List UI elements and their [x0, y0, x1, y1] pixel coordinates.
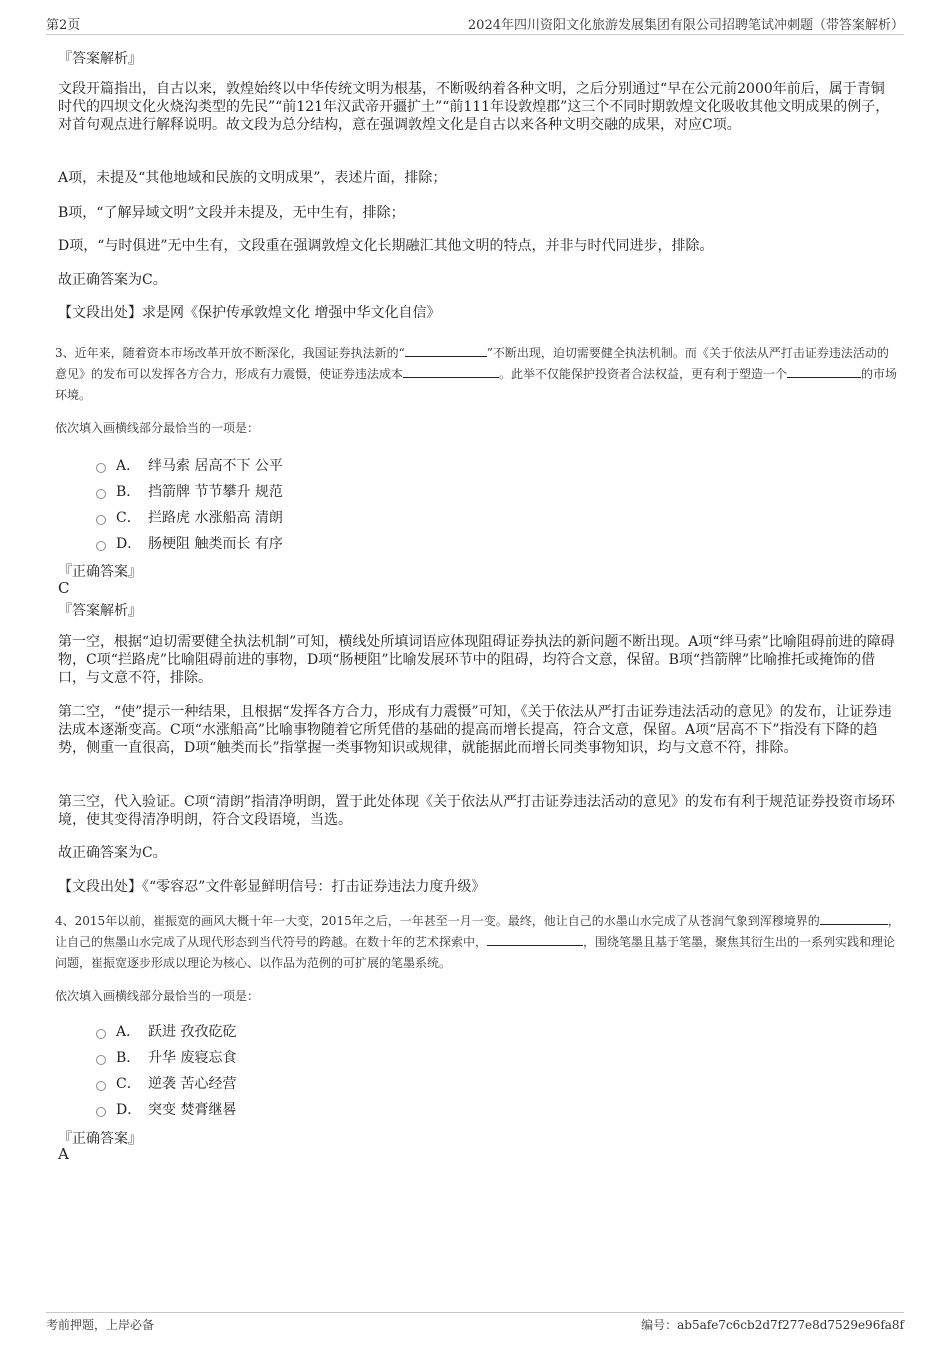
q4-instruction: 依次填入画横线部分最恰当的一项是： [55, 989, 260, 1003]
radio-icon[interactable] [96, 1081, 106, 1091]
q2-analysis-paragraph: 文段开篇指出，自古以来，敦煌始终以中华传统文明为根基，不断吸纳着各种文明，之后分别通过“早在公元前2000年前后，属于青铜时代的四坝文化火烧沟类型的先民”“前121年汉武帝开疆扩土”“前111年设敦煌郡”这三个不同时期敦煌文化吸收其他文明成果的例子，对首句观点进行解释说明。故文段为总分结构，意在强调敦煌文化是自古以来各种文明交融的成果，对应C项。 [58, 81, 890, 133]
q4-answer: A [58, 1145, 69, 1163]
q3-analysis-label: 『答案解析』 [58, 603, 142, 619]
radio-icon[interactable] [96, 541, 106, 551]
radio-icon[interactable] [96, 1107, 106, 1117]
radio-icon[interactable] [96, 463, 106, 473]
footer-slogan: 考前押题，上岸必备 [46, 1318, 155, 1332]
q3-analysis-paragraph: 第三空，代入验证。C项“清朗”指清净明朗，置于此处体现《关于依法从严打击证券违法活动的意见》的发布有利于规范证券投资市场环境，使其变得清净明朗，符合文段语境，当选。 [58, 794, 896, 828]
q3-blank [405, 344, 487, 357]
radio-icon[interactable] [96, 1055, 106, 1065]
q3-blank [403, 365, 499, 378]
page-header [46, 12, 904, 35]
q4-blank [820, 912, 888, 925]
q3-blank [787, 365, 861, 378]
q3-conclusion: 故正确答案为C。 [58, 845, 167, 861]
q4-question-text: 4、2015年以前，崔振宽的画风大概十年一大变，2015年之后，一年甚至一月一变。最终，他让自己的水墨山水完成了从苍润气象到浑穆境界的 ，让自己的焦墨山水完成了从现代形态到当代符号的跨越。在数十年的艺术探索中， ，围绕笔墨且基于笔墨，聚焦其衍生出的一系列实践和理论问题，崔振宽逐步形成以理论为核心、以作品为范例的可扩展的笔墨系统。 [55, 914, 900, 970]
q2-analysis-label: 『答案解析』 [58, 51, 142, 67]
page-footer [46, 1312, 904, 1335]
radio-icon[interactable] [96, 489, 106, 499]
q2-conclusion: 故正确答案为C。 [58, 272, 167, 288]
radio-icon[interactable] [96, 515, 106, 525]
document-id: 编号：ab5afe7c6cb2d7f277e8d7529e96fa8f [641, 1318, 904, 1332]
q3-analysis-paragraph: 第二空，“使”提示一种结果，且根据“发挥各方合力，形成有力震慑”可知，《关于依法从严打击证券违法活动的意见》的发布，让证券违法成本逐渐变高。C项“水涨船高”比喻事物随着它所凭借的基础的提高而增长提高，符合文意，保留。A项“居高不下”指没有下降的趋势，侧重一直很高，D项“触类而长”指掌握一类事物知识或规律，就能据此而增长同类事物知识，均与文意不符，排除。 [58, 704, 892, 756]
q4-option-d[interactable]: D． 突变 焚膏继晷 [96, 1099, 236, 1119]
q4-option-c[interactable]: C． 逆袭 苦心经营 [96, 1073, 236, 1093]
q3-analysis-paragraph: 第一空，根据“迫切需要健全执法机制”可知，横线处所填词语应体现阻碍证券执法的新问题不断出现。A项“绊马索”比喻阻碍前进的障碍物，C项“拦路虎”比喻阻碍前进的事物，D项“肠梗阻”比喻发展环节中的阻碍，均符合文意，保留。B项“挡箭牌”比喻推托或掩饰的借口，与文意不符，排除。 [58, 634, 895, 686]
q2-analysis-paragraph: D项，“与时俱进”无中生有，文段重在强调敦煌文化长期融汇其他文明的特点，并非与时代同进步，排除。 [58, 238, 714, 254]
q2-analysis-paragraph: A项，未提及“其他地域和民族的文明成果”，表述片面，排除； [58, 170, 447, 186]
q4-blank [487, 933, 583, 946]
q3-question-text: 3、近年来，随着资本市场改革开放不断深化，我国证券执法新的“ ”不断出现，迫切需要健全执法机制。而《关于依法从严打击证券违法活动的意见》的发布可以发挥各方合力，形成有力震慑，使证券违法成本 。此举不仅能保护投资者合法权益，更有利于塑造一个 的市场环境。 [55, 346, 898, 402]
page-number: 第2页 [46, 18, 81, 33]
document-title: 2024年四川资阳文化旅游发展集团有限公司招聘笔试冲刺题（带答案解析） [467, 18, 904, 33]
q3-option-b[interactable]: B． 挡箭牌 节节攀升 规范 [96, 481, 283, 501]
q4-answer-label: 『正确答案』 [58, 1131, 142, 1147]
q2-source: 【文段出处】求是网《保护传承敦煌文化 增强中华文化自信》 [58, 305, 441, 321]
q3-answer-label: 『正确答案』 [58, 564, 142, 580]
q3-option-c[interactable]: C． 拦路虎 水涨船高 清朗 [96, 507, 283, 527]
q4-option-b[interactable]: B． 升华 废寝忘食 [96, 1047, 236, 1067]
radio-icon[interactable] [96, 1029, 106, 1039]
q4-option-a[interactable]: A． 跃进 孜孜矻矻 [96, 1021, 236, 1041]
q3-option-d[interactable]: D． 肠梗阻 触类而长 有序 [96, 533, 283, 553]
q3-source: 【文段出处】《“零容忍”文件彰显鲜明信号：打击证券违法力度升级》 [58, 879, 486, 895]
q3-option-a[interactable]: A． 绊马索 居高不下 公平 [96, 455, 283, 475]
q3-answer: C [58, 579, 70, 597]
q3-instruction: 依次填入画横线部分最恰当的一项是： [55, 421, 260, 435]
q2-analysis-paragraph: B项，“了解异域文明”文段并未提及，无中生有，排除； [58, 205, 405, 221]
